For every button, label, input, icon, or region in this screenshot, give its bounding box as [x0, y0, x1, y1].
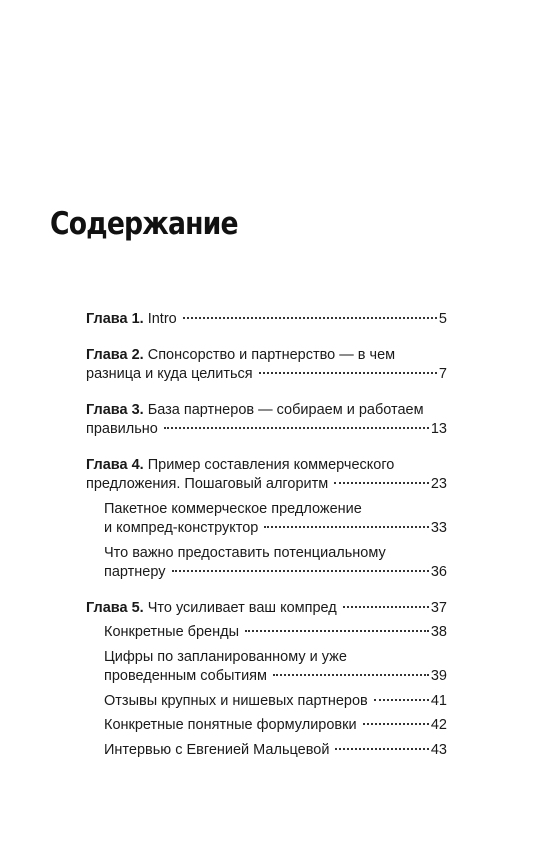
- chapter-number: Глава 4.: [86, 456, 144, 473]
- dot-leader: [343, 606, 429, 608]
- toc-entry-text: [104, 519, 258, 539]
- toc-entry-line: [86, 310, 447, 330]
- toc-chapter-heading[interactable]: [86, 346, 447, 385]
- toc-entry-title: Пример составления коммерческого: [143, 456, 395, 473]
- toc-entry-line: [104, 741, 447, 761]
- toc-chapter-heading[interactable]: [86, 401, 447, 440]
- toc-entry-title: Цифры по запланированному и уже: [104, 648, 347, 665]
- toc-entry-text: [86, 457, 394, 473]
- dot-leader: [363, 723, 429, 725]
- dot-leader: [334, 482, 429, 484]
- page-title: Содержание: [50, 206, 238, 242]
- toc-entry-text: [86, 475, 328, 495]
- toc-entry-line: [104, 500, 447, 520]
- toc-entry-title: Спонсорство и партнерство — в чем: [143, 346, 396, 363]
- page-number: 36: [430, 564, 447, 580]
- page-number: 41: [430, 692, 447, 709]
- toc-chapter-heading[interactable]: [86, 310, 447, 330]
- page-number: 23: [430, 476, 447, 492]
- toc-entry-line: [104, 563, 447, 583]
- toc-subsection[interactable]: [104, 623, 447, 643]
- toc-chapter-heading[interactable]: [86, 456, 447, 495]
- toc-entry-title: Что усиливает ваш компред: [143, 599, 337, 616]
- toc-entry-title: предложения. Пошаговый алгоритм: [86, 476, 329, 492]
- toc-entry-line: [104, 692, 447, 712]
- toc-entry-line: [104, 648, 447, 668]
- toc-chapter: [86, 401, 447, 440]
- toc-entry-title: проведенным событиям: [104, 668, 267, 684]
- toc-entry-text: [104, 623, 239, 643]
- toc-subsection[interactable]: [104, 692, 447, 712]
- toc-subsection[interactable]: [104, 741, 447, 761]
- dot-leader: [172, 570, 429, 572]
- toc-entry-line: [86, 475, 447, 495]
- toc-entry-title: Intro: [143, 311, 177, 327]
- toc-entry-title: База партнеров — собираем и работаем: [143, 401, 424, 418]
- toc-entry-line: [104, 544, 447, 564]
- toc-entry-title: Отзывы крупных и нишевых партнеров: [104, 692, 368, 709]
- table-of-contents: [86, 310, 447, 776]
- page-number: 37: [430, 599, 447, 616]
- page-number: 39: [430, 668, 447, 684]
- dot-leader: [164, 427, 429, 429]
- toc-entry-text: [86, 599, 337, 619]
- page-number: 33: [430, 520, 447, 536]
- toc-entry-text: [104, 545, 386, 561]
- chapter-number: Глава 1.: [86, 311, 144, 327]
- toc-subsection[interactable]: [104, 648, 447, 687]
- toc-entry-title: и компред-конструктор: [104, 520, 259, 536]
- toc-entry-title: правильно: [86, 421, 158, 437]
- dot-leader: [245, 630, 429, 632]
- chapter-number: Глава 5.: [86, 599, 144, 616]
- toc-entry-text: [104, 501, 362, 517]
- toc-entry-title: Интервью с Евгенией Мальцевой: [104, 741, 330, 758]
- toc-entry-title: партнеру: [104, 564, 166, 580]
- toc-entry-text: [104, 741, 329, 761]
- page-number: 38: [430, 624, 447, 640]
- toc-entry-line: [86, 599, 447, 619]
- toc-entry-title: Конкретные понятные формулировки: [104, 717, 357, 733]
- toc-entry-line: [104, 716, 447, 736]
- toc-entry-text: [104, 563, 166, 583]
- toc-chapter: [86, 599, 447, 761]
- toc-entry-text: [86, 420, 158, 440]
- toc-entry-line: [104, 623, 447, 643]
- toc-entry-line: [86, 420, 447, 440]
- dot-leader: [335, 748, 428, 750]
- toc-chapter: [86, 310, 447, 330]
- toc-subsection[interactable]: [104, 544, 447, 583]
- toc-entry-text: [104, 716, 357, 736]
- toc-entry-text: [86, 347, 395, 363]
- toc-entry-title: Что важно предоставить потенциальному: [104, 544, 386, 561]
- toc-entry-text: [104, 649, 347, 665]
- toc-subsection[interactable]: [104, 716, 447, 736]
- toc-entry-line: [86, 456, 447, 476]
- toc-entry-title: разница и куда целиться: [86, 366, 253, 382]
- toc-subsection[interactable]: [104, 500, 447, 539]
- page-number: 7: [438, 366, 447, 382]
- toc-entry-text: [104, 692, 368, 712]
- toc-entry-title: Пакетное коммерческое предложение: [104, 500, 362, 517]
- dot-leader: [273, 674, 429, 676]
- toc-entry-title: Конкретные бренды: [104, 624, 239, 640]
- page-number: 5: [438, 311, 447, 327]
- toc-chapter-heading[interactable]: [86, 599, 447, 619]
- dot-leader: [374, 699, 429, 701]
- toc-entry-line: [86, 365, 447, 385]
- page-number: 43: [430, 741, 447, 758]
- page-number: 42: [430, 717, 447, 733]
- dot-leader: [264, 526, 429, 528]
- toc-entry-line: [86, 401, 447, 421]
- chapter-number: Глава 2.: [86, 346, 144, 363]
- page-number: 13: [430, 421, 447, 437]
- dot-leader: [259, 372, 437, 374]
- chapter-number: Глава 3.: [86, 401, 144, 418]
- toc-entry-text: [104, 667, 267, 687]
- toc-entry-text: [86, 402, 424, 418]
- toc-entry-line: [104, 667, 447, 687]
- toc-entry-text: [86, 310, 177, 330]
- toc-chapter: [86, 346, 447, 385]
- toc-chapter: [86, 456, 447, 583]
- toc-entry-line: [104, 519, 447, 539]
- dot-leader: [183, 317, 437, 319]
- toc-entry-line: [86, 346, 447, 366]
- toc-entry-text: [86, 365, 253, 385]
